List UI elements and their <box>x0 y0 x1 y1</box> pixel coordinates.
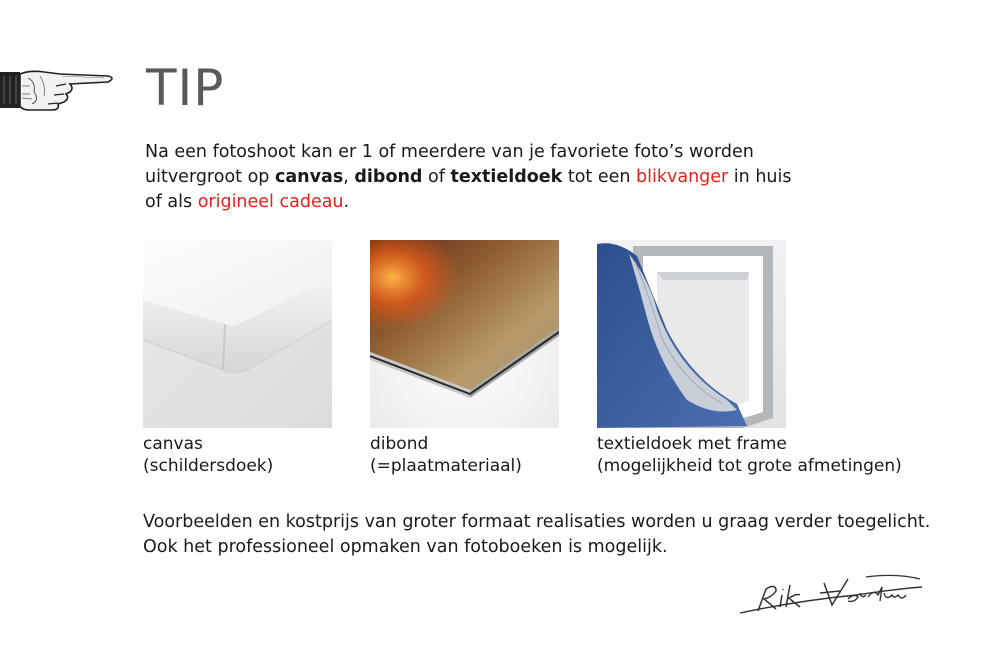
caption-title: canvas <box>143 434 203 454</box>
textieldoek-keyword: textieldoek <box>450 167 563 187</box>
canvas-image <box>143 240 332 428</box>
signature <box>736 565 926 620</box>
canvas-keyword: canvas <box>274 167 344 187</box>
intro-text-part: . <box>343 192 350 212</box>
intro-text-part: , <box>343 167 355 187</box>
blikvanger-highlight: blikvanger <box>636 167 729 187</box>
textile-frame-image <box>597 240 786 428</box>
intro-text-part: Na een fotoshoot kan er 1 of meerdere van je favoriete foto’s worden uitvergroot op <box>145 142 754 187</box>
caption-subtitle: (schildersdoek) <box>143 456 274 476</box>
pointing-hand-icon <box>0 64 118 118</box>
canvas-caption <box>143 433 273 477</box>
intro-text <box>145 140 805 215</box>
footer-line: Voorbeelden en kostprijs van groter formaat realisaties worden u graag verder toegelicht. <box>143 512 931 532</box>
textile-frame-caption <box>597 433 902 477</box>
dibond-caption <box>370 433 522 477</box>
intro-text-part: of <box>422 167 451 187</box>
dibond-image <box>370 240 559 428</box>
caption-subtitle: (mogelijkheid tot grote afmetingen) <box>597 456 902 476</box>
cadeau-highlight: origineel cadeau <box>197 192 344 212</box>
caption-title: textieldoek met frame <box>597 434 787 454</box>
intro-text-part: in huis of als <box>145 167 792 212</box>
page-title: TIP <box>146 59 225 117</box>
footer-text <box>143 510 983 560</box>
footer-line: Ook het professioneel opmaken van fotoboeken is mogelijk. <box>143 537 668 557</box>
caption-title: dibond <box>370 434 429 454</box>
caption-subtitle: (=plaatmateriaal) <box>370 456 522 476</box>
intro-text-part: tot een <box>562 167 637 187</box>
dibond-keyword: dibond <box>354 167 423 187</box>
